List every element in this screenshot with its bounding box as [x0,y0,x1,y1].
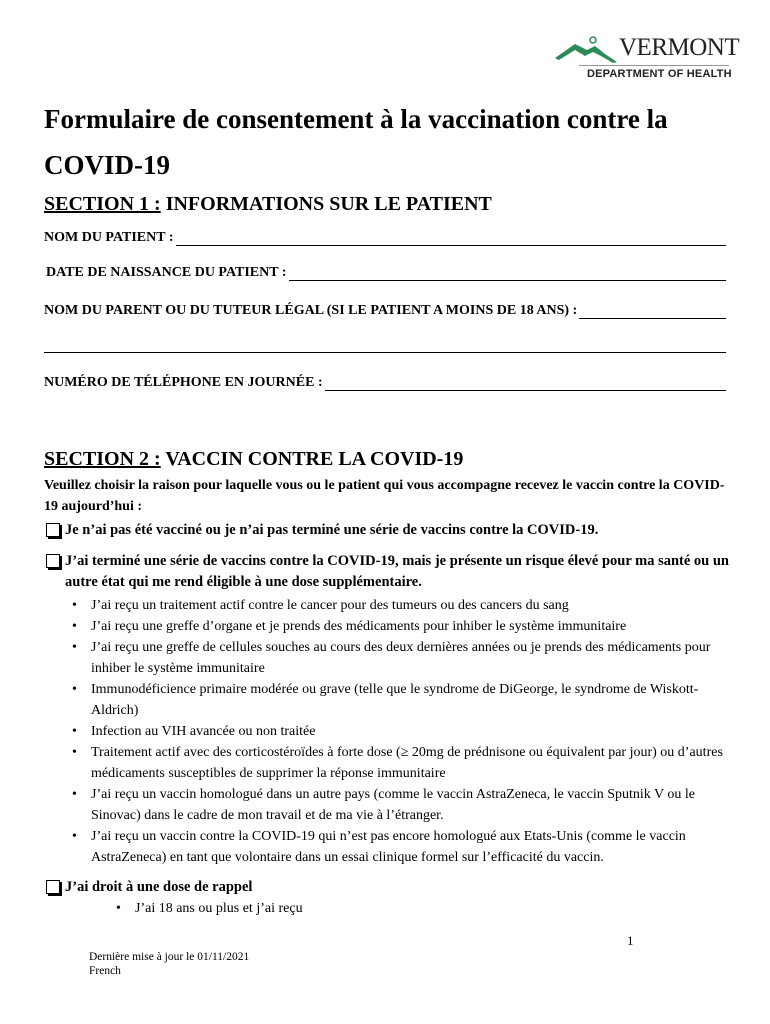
phone-field[interactable]: NUMÉRO DE TÉLÉPHONE EN JOURNÉE : [44,375,726,391]
list-item: • J’ai 18 ans ou plus et j’ai reçu [110,898,710,919]
checkbox[interactable] [46,554,60,568]
section1-heading: SECTION 1 : INFORMATIONS SUR LE PATIENT [44,193,492,215]
option-not-vaccinated[interactable]: Je n’ai pas été vacciné ou je n’ai pas terminé une série de vaccins contre la COVID-19. [44,520,734,541]
list-item: • Immunodéficience primaire modérée ou grave (telle que le syndrome de DiGeorge, le syndrome de Wiskott-Aldrich) [66,679,732,721]
checkbox[interactable] [46,523,60,537]
page-title: Formulaire de consentement à la vaccination contre la COVID-19 [44,104,668,180]
guardian-name-line[interactable] [44,352,726,353]
list-item: • J’ai reçu une greffe d’organe et je prends des médicaments pour inhiber le système immunitaire [66,616,732,637]
last-updated: Dernière mise à jour le 01/11/2021 [89,951,250,963]
vermont-health-logo: VERMONT DEPARTMENT OF HEALTH [553,34,733,84]
option-additional-dose[interactable]: J’ai terminé une série de vaccins contre la COVID-19, mais je présente un risque élevé pour ma santé ou un autre état qui me rend éligible à une dose supplémentaire. [44,551,734,593]
section2-heading: SECTION 2 : VACCIN CONTRE LA COVID-19 [44,448,464,470]
guardian-name-field[interactable]: NOM DU PARENT OU DU TUTEUR LÉGAL (SI LE PATIENT A MOINS DE 18 ANS) : [44,303,726,319]
mountain-logo-icon [553,34,623,66]
logo-divider [579,65,729,66]
checkbox[interactable] [46,880,60,894]
birthdate-field[interactable]: DATE DE NAISSANCE DU PATIENT : [46,265,726,281]
booster-list [110,898,710,919]
option-booster[interactable]: J’ai droit à une dose de rappel [44,877,734,898]
section2-intro: Veuillez choisir la raison pour laquelle vous ou le patient qui vous accompagne recevez le vaccin contre la COVID-19 aujourd’hui : [44,478,725,514]
list-item: • J’ai reçu un vaccin homologué dans un autre pays (comme le vaccin AstraZeneca, le vaccin Sputnik V ou le Sinovac) dans le cadre de mon travail et de ma vie à l’étranger. [66,784,732,826]
page-number: 1 [627,933,634,948]
list-item: • Traitement actif avec des corticostéroïdes à forte dose (≥ 20mg de prédnisone ou équivalent par jour) ou d’autres médicaments susceptibles de supprimer la réponse immunitaire [66,742,732,784]
list-item: • Infection au VIH avancée ou non traitée [66,721,732,742]
list-item: • J’ai reçu un traitement actif contre le cancer pour des tumeurs ou des cancers du sang [66,595,732,616]
language-label: French [89,965,121,977]
patient-name-field[interactable]: NOM DU PATIENT : [44,230,726,246]
list-item: • J’ai reçu une greffe de cellules souches au cours des deux dernières années ou je prends des médicaments pour inhiber le système immunitaire [66,637,732,679]
conditions-list [66,595,732,868]
list-item: • J’ai reçu un vaccin contre la COVID-19 qui n’est pas encore homologué aux Etats-Unis (comme le vaccin AstraZeneca) en tant que volontaire dans un essai clinique formel sur l’efficacité du vaccin. [66,826,732,868]
